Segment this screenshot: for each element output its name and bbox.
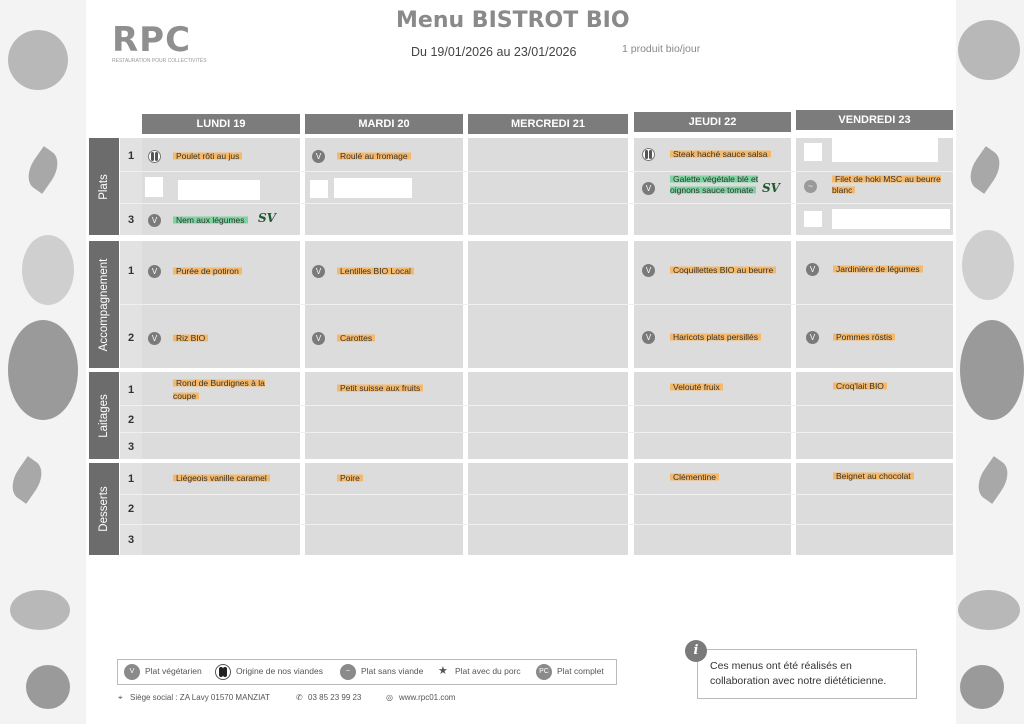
menu-item-text: Nem aux légumes — [173, 215, 248, 225]
menu-item — [173, 266, 242, 277]
day-header-mercredi: MERCREDI 21 — [468, 114, 628, 134]
redacted-area — [804, 143, 822, 161]
redacted-area — [310, 180, 328, 198]
vegetarian-icon: V — [148, 214, 161, 227]
decorative-leaf-icon — [971, 456, 1015, 504]
legend — [117, 659, 617, 685]
row-divider — [120, 405, 953, 406]
row-divider — [120, 524, 953, 525]
info-icon: i — [685, 640, 707, 662]
web-icon: ◎ — [386, 693, 393, 702]
decorative-leaf-icon — [5, 456, 49, 504]
day-header-vendredi: VENDREDI 23 — [796, 110, 953, 130]
vegetarian-icon: V — [312, 265, 325, 278]
menu-item — [832, 174, 942, 196]
vegetarian-icon: V — [312, 150, 325, 163]
legend-meatless: Plat sans viande — [361, 666, 424, 676]
menu-item-text: Pommes röstis — [833, 332, 895, 342]
category-plats — [89, 138, 119, 235]
decorative-flower-right — [958, 20, 1020, 80]
category-accompagnement-label: Accompagnement — [98, 258, 110, 351]
menu-item — [833, 264, 923, 275]
menu-item — [337, 383, 423, 394]
row-number: 2 — [127, 332, 135, 344]
menu-item — [337, 266, 414, 277]
logo-subtitle: RESTAURATION POUR COLLECTIVITÉS — [112, 58, 207, 64]
vegetarian-icon: V — [806, 263, 819, 276]
vegetarian-icon: V — [642, 331, 655, 344]
info-text: Ces menus ont été réalisés en collaboration avec notre diététicienne. — [710, 660, 887, 687]
menu-item-text: Petit suisse aux fruits — [337, 383, 423, 393]
redacted-area — [145, 177, 163, 197]
category-plats-label: Plats — [98, 173, 110, 200]
footer-website[interactable]: www.rpc01.com — [399, 693, 456, 702]
menu-item-text: Purée de potiron — [173, 266, 242, 276]
menu-item — [670, 332, 761, 343]
menu-item-text: Carottes — [337, 333, 375, 343]
handwritten-mark: SV — [762, 181, 780, 195]
vegetarian-icon: V — [148, 265, 161, 278]
menu-item-text: Lentilles BIO Local — [337, 266, 414, 276]
menu-item-text: Filet de hoki MSC au beurre blanc — [832, 174, 941, 195]
vegetarian-icon: V — [124, 664, 140, 680]
menu-item — [670, 149, 771, 160]
menu-item — [173, 377, 291, 403]
vegetarian-icon: V — [148, 332, 161, 345]
decorative-pear-left — [22, 235, 74, 305]
menu-item — [173, 151, 242, 162]
row-number: 1 — [127, 473, 135, 485]
vegetarian-icon: V — [642, 264, 655, 277]
day-header-jeudi: JEUDI 22 — [634, 112, 791, 132]
menu-item-text: Galette végétale blé et oignons sauce tomate — [670, 174, 759, 195]
footer-address: Siège social : ZA Lavy 01570 MANZIAT — [130, 693, 270, 702]
category-desserts-label: Desserts — [98, 486, 110, 532]
row-number: 3 — [127, 441, 135, 453]
row-number: 1 — [127, 265, 135, 277]
menu-item — [173, 473, 270, 484]
menu-item-text: Coquillettes BIO au beurre — [670, 265, 776, 275]
legend-complete: Plat complet — [557, 666, 604, 676]
vegetarian-icon: V — [312, 332, 325, 345]
row-divider — [120, 171, 953, 172]
complete-meal-icon: PC — [536, 664, 552, 680]
menu-item-text: Haricots plats persillés — [670, 332, 761, 342]
category-accompagnement — [89, 241, 119, 368]
logo — [112, 20, 207, 64]
decorative-pie-left — [10, 590, 70, 630]
cell-desserts-mercredi — [468, 463, 628, 555]
menu-item — [670, 382, 723, 393]
decorative-apple-left — [26, 665, 70, 709]
bio-note: 1 produit bio/jour — [622, 43, 701, 55]
menu-item-text: Roulé au fromage — [337, 151, 411, 161]
handwritten-mark: SV — [258, 211, 276, 225]
vegetarian-icon: V — [642, 182, 655, 195]
row-divider — [120, 432, 953, 433]
redacted-area — [832, 209, 950, 229]
decorative-flower-left — [8, 30, 68, 90]
menu-item-text: Steak haché sauce salsa — [670, 149, 771, 159]
menu-item — [833, 332, 895, 343]
row-number: 1 — [127, 384, 135, 396]
decorative-pumpkin-left — [8, 320, 78, 420]
redacted-area — [832, 138, 938, 162]
redacted-area — [178, 180, 260, 200]
day-header-mardi: MARDI 20 — [305, 114, 463, 134]
row-number: 3 — [127, 534, 135, 546]
decorative-apple-right — [960, 665, 1004, 709]
meatless-icon: ~ — [340, 664, 356, 680]
row-divider — [120, 304, 953, 305]
menu-item-text: Liégeois vanille caramel — [173, 473, 270, 483]
menu-item — [833, 381, 887, 392]
category-laitages — [89, 372, 119, 459]
meatless-icon: ~ — [804, 180, 817, 193]
decorative-pumpkin-right — [960, 320, 1024, 420]
row-number: 2 — [127, 414, 135, 426]
menu-item-text: Poulet rôti au jus — [173, 151, 242, 161]
menu-item-text: Poire — [337, 473, 363, 483]
category-laitages-label: Laitages — [98, 393, 110, 438]
row-number: 3 — [127, 214, 135, 226]
phone-icon: ✆ — [296, 693, 303, 702]
menu-item-text: Riz BIO — [173, 333, 208, 343]
location-icon: ⌖ — [118, 693, 123, 702]
menu-item-text: Beignet au chocolat — [833, 471, 914, 481]
legend-origin: Origine de nos viandes — [236, 666, 323, 676]
menu-item — [337, 333, 375, 344]
row-divider — [120, 494, 953, 495]
menu-item — [337, 473, 363, 484]
category-desserts — [89, 463, 119, 555]
legend-vegetarian: Plat végétarien — [145, 666, 202, 676]
origin-flag-icon — [215, 664, 231, 680]
decorative-leaf-icon — [963, 146, 1007, 194]
menu-item-text: Croq'lait BIO — [833, 381, 887, 391]
menu-item-text: Velouté fruix — [670, 382, 723, 392]
date-range: Du 19/01/2026 au 23/01/2026 — [411, 45, 577, 59]
legend-pork: Plat avec du porc — [455, 666, 521, 676]
redacted-area — [804, 211, 822, 227]
origin-flag-icon — [642, 148, 655, 161]
menu-item-text: Jardinière de légumes — [833, 264, 923, 274]
redacted-area — [334, 178, 412, 198]
day-header-lundi: LUNDI 19 — [142, 114, 300, 134]
info-box — [697, 649, 917, 699]
menu-item — [670, 472, 719, 483]
footer-phone: 03 85 23 99 23 — [308, 693, 362, 702]
menu-item-text: Clémentine — [670, 472, 719, 482]
decorative-pear-right — [962, 230, 1014, 300]
menu-item — [173, 215, 248, 226]
menu-item-text: Rond de Burdignes à la coupe — [173, 378, 265, 401]
cell-laitages-mercredi — [468, 372, 628, 459]
row-number: 2 — [127, 503, 135, 515]
vegetarian-icon: V — [806, 331, 819, 344]
star-icon: ★ — [438, 665, 448, 677]
menu-item — [670, 265, 776, 276]
row-divider — [120, 203, 953, 204]
menu-item — [833, 471, 914, 482]
cell-desserts-mardi — [305, 463, 463, 555]
origin-flag-icon — [148, 150, 161, 163]
logo-text: RPC — [112, 20, 192, 60]
menu-item — [337, 151, 411, 162]
menu-item — [173, 333, 208, 344]
decorative-leaf-icon — [21, 146, 65, 194]
page-title: Menu BISTROT BIO — [396, 8, 630, 33]
cell-plats-mercredi — [468, 138, 628, 235]
decorative-pie-right — [958, 590, 1020, 630]
row-number: 1 — [127, 150, 135, 162]
